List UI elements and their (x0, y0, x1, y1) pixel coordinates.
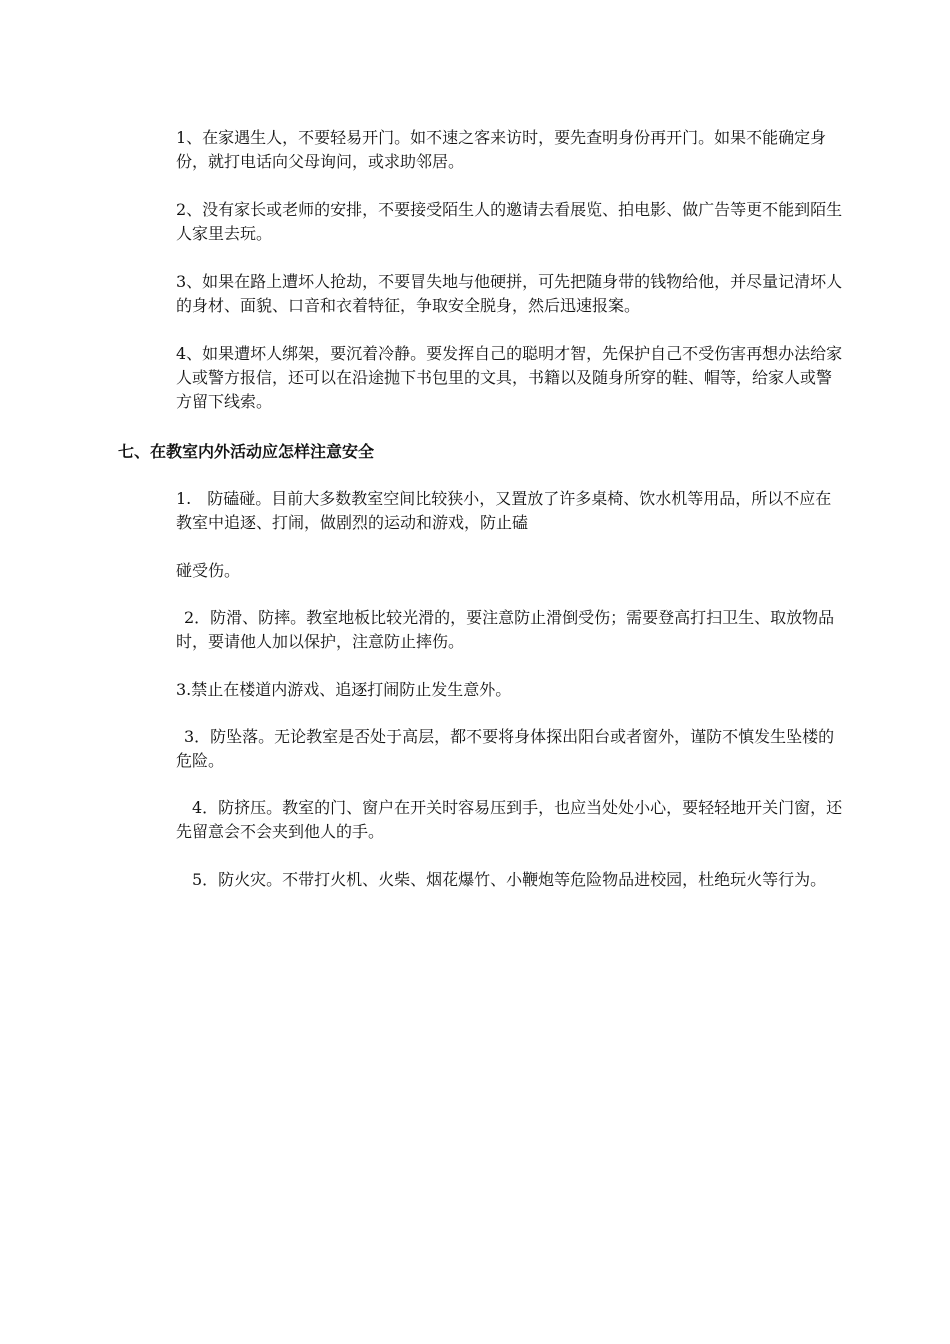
safety-item-3: 3、如果在路上遭坏人抢劫，不要冒失地与他硬拼，可先把随身带的钱物给他，并尽量记清坏人的身材、面貌、口音和衣着特征，争取安全脱身，然后迅速报案。 (176, 272, 843, 315)
classroom-item-3b: 3．防坠落。无论教室是否处于高层，都不要将身体探出阳台或者窗外，谨防不慎发生坠楼的危险。 (176, 727, 835, 770)
classroom-item-4: 4．防挤压。教室的门、窗户在开关时容易压到手，也应当处处小心，要轻轻地开关门窗，还先留意会不会夹到他人的手。 (176, 798, 843, 841)
section-heading: 七、在教室内外活动应怎样注意安全 (118, 442, 375, 461)
classroom-item-2: 2．防滑、防摔。教室地板比较光滑的，要注意防止滑倒受伤；需要登高打扫卫生、取放物品时，要请他人加以保护，注意防止摔伤。 (176, 608, 835, 651)
classroom-item-3a: 3.禁止在楼道内游戏、追逐打闹防止发生意外。 (176, 680, 512, 699)
safety-item-2: 2、没有家长或老师的安排，不要接受陌生人的邀请去看展览、拍电影、做广告等更不能到陌生人家里去玩。 (176, 200, 843, 243)
classroom-item-5: 5．防火灾。不带打火机、火柴、烟花爆竹、小鞭炮等危险物品进校园，杜绝玩火等行为。 (192, 870, 827, 889)
safety-item-4: 4、如果遭坏人绑架，要沉着冷静。要发挥自己的聪明才智，先保护自己不受伤害再想办法给家人或警方报信，还可以在沿途抛下书包里的文具，书籍以及随身所穿的鞋、帽等，给家人或警方留下线索。 (176, 344, 843, 411)
classroom-item-1: 1. 防磕碰。目前大多数教室空间比较狭小，又置放了许多桌椅、饮水机等用品，所以不应在教室中追逐、打闹，做剧烈的运动和游戏，防止磕 (176, 489, 832, 532)
classroom-item-1-continued: 碰受伤。 (176, 561, 241, 580)
safety-item-1: 1、在家遇生人，不要轻易开门。如不速之客来访时，要先查明身份再开门。如果不能确定身份，就打电话向父母询问，或求助邻居。 (176, 128, 827, 171)
